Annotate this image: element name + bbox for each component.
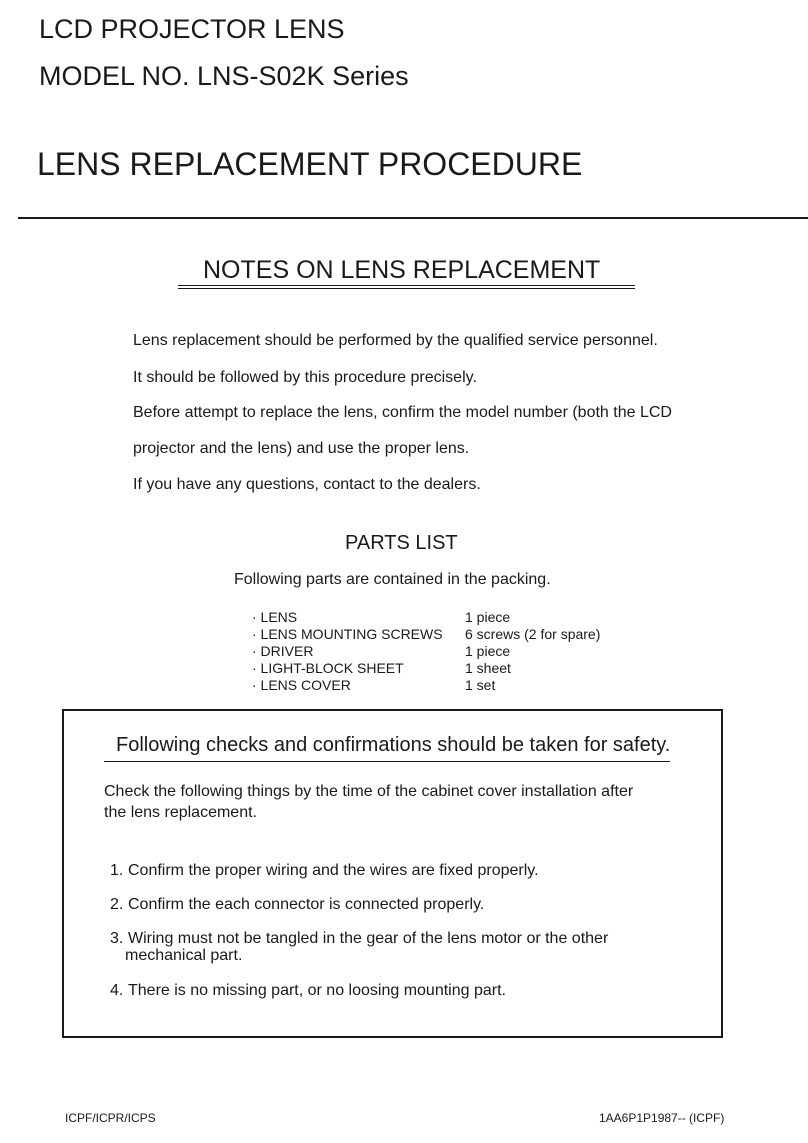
part-quantity: 1 sheet <box>465 660 511 676</box>
notes-heading-underline <box>178 285 635 286</box>
safety-heading-underline <box>104 761 670 762</box>
notes-heading-underline <box>178 288 635 289</box>
check-text: Confirm the proper wiring and the wires are fixed properly. <box>128 862 539 879</box>
footer-model-codes: ICPF/ICPR/ICPS <box>65 1111 156 1125</box>
note-line: It should be followed by this procedure precisely. <box>133 369 477 386</box>
footer-document-number: 1AA6P1P1987-- (ICPF) <box>599 1111 725 1125</box>
safety-intro-line1: Check the following things by the time of the cabinet cover installation after <box>104 783 634 800</box>
part-name: · LENS <box>252 609 298 625</box>
check-number: 1. <box>110 862 124 879</box>
check-number: 2. <box>110 896 124 913</box>
notes-heading: NOTES ON LENS REPLACEMENT <box>203 256 601 284</box>
note-line: If you have any questions, contact to the dealers. <box>133 476 481 493</box>
document-title-line1: LCD PROJECTOR LENS <box>39 14 345 44</box>
part-quantity: 1 set <box>465 677 496 693</box>
check-number: 4. <box>110 982 124 999</box>
check-number: 3. <box>110 930 124 947</box>
part-name: · LENS MOUNTING SCREWS <box>252 626 443 642</box>
part-name: · LENS COVER <box>252 677 351 693</box>
note-line: Lens replacement should be performed by the qualified service personnel. <box>133 332 658 349</box>
header-divider <box>18 217 808 219</box>
safety-heading: Following checks and confirmations should be taken for safety. <box>116 734 671 756</box>
safety-intro-line2: the lens replacement. <box>104 804 257 821</box>
procedure-title: LENS REPLACEMENT PROCEDURE <box>37 146 583 182</box>
part-name: · DRIVER <box>252 643 314 659</box>
document-title-line2: MODEL NO. LNS-S02K Series <box>39 61 409 91</box>
part-quantity: 6 screws (2 for spare) <box>465 626 601 642</box>
note-line: Before attempt to replace the lens, confirm the model number (both the LCD <box>133 404 672 421</box>
part-quantity: 1 piece <box>465 643 511 659</box>
parts-list-intro: Following parts are contained in the packing. <box>234 571 551 588</box>
note-line: projector and the lens) and use the proper lens. <box>133 440 470 457</box>
check-text: Wiring must not be tangled in the gear of the lens motor or the other <box>128 930 609 947</box>
part-quantity: 1 piece <box>465 609 511 625</box>
check-text-continued: mechanical part. <box>125 947 243 964</box>
check-text: There is no missing part, or no loosing mounting part. <box>128 982 506 999</box>
parts-list-heading: PARTS LIST <box>345 532 458 554</box>
part-name: · LIGHT-BLOCK SHEET <box>252 660 404 676</box>
check-text: Confirm the each connector is connected properly. <box>128 896 485 913</box>
